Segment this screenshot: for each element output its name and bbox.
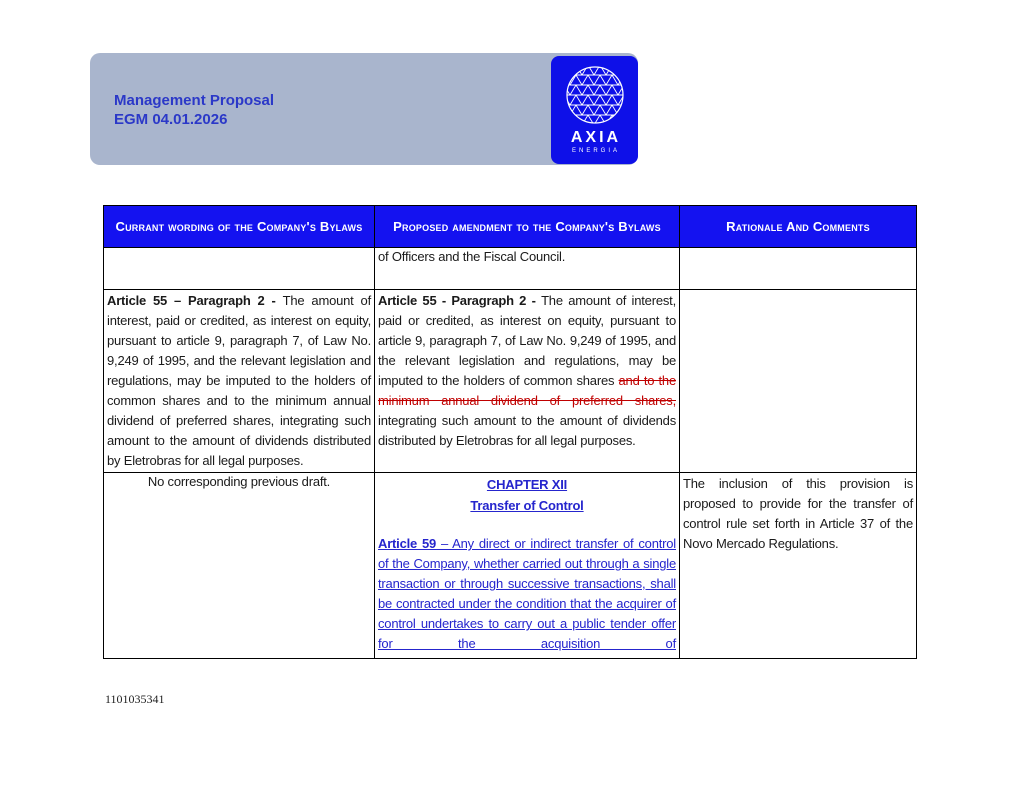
- proposed-article-55-lead: Article 55 - Paragraph 2 -: [378, 293, 542, 308]
- article-59-body: – Any direct or indirect transfer of control of the Company, whether carried out through a single transaction or through successive transactions, shall be contracted under the condition that the acquirer of control undertakes to carry out a public tender offer for the acquisition of: [378, 536, 676, 651]
- table-row-officers-fiscal-council: [104, 248, 917, 290]
- chapter-subheading: [378, 495, 676, 516]
- article-59-paragraph: [378, 534, 676, 654]
- banner-title: Management Proposal: [114, 92, 275, 109]
- current-article-55-lead: Article 55 – Paragraph 2 -: [107, 293, 283, 308]
- table-header-row: [104, 206, 917, 248]
- chapter-subheading-text: Transfer of Control: [470, 498, 584, 513]
- blank-line-spacer: [378, 516, 676, 534]
- cell-proposed-article-55: [375, 290, 680, 473]
- cell-proposed-row1: of Officers and the Fiscal Council.: [375, 248, 680, 290]
- cell-current-row1-empty: [104, 248, 375, 290]
- cell-rationale-transfer-of-control: The inclusion of this provision is proposed to provide for the transfer of control rule set forth in Article 37 of the Novo Mercado Regulations.: [680, 473, 917, 659]
- chapter-heading-text: CHAPTER XII: [486, 477, 568, 492]
- logo-sub-text: ENERGIA: [571, 148, 620, 154]
- col-header-current-wording: Currant wording of the Company's Bylaws: [104, 206, 375, 248]
- logo-brand-text: AXIA: [570, 129, 622, 146]
- axia-logo: [551, 56, 638, 164]
- geodesic-sphere-icon: [564, 65, 626, 127]
- proposed-article-55-body2: integrating such amount to the amount of dividends distributed by Eletrobras for all legal purposes.: [378, 413, 676, 448]
- proposed-article-55-body1: The amount of interest, paid or credited, as interest on equity, pursuant to article 9, paragraph 7, of Law No. 9,249 of 1995, and the relevant legislation and regulations, may be imputed to the holders of common shares: [378, 293, 676, 388]
- current-article-55-body: The amount of interest, paid or credited, as interest on equity, pursuant to article 9, paragraph 7, of Law No. 9,249 of 1995, and the relevant legislation and regulations, may be imputed to the holders of common shares and to the minimum annual dividend of preferred shares, integrating such amount to the amount of dividends distributed by Eletrobras for all legal purposes.: [107, 293, 371, 468]
- proposed-article-55-strikethrough: and to the minimum annual dividend of preferred shares,: [378, 373, 676, 408]
- col-header-proposed-amendment: Proposed amendment to the Company's Bylaws: [375, 206, 680, 248]
- article-59-lead: Article 59: [378, 536, 437, 551]
- banner-egm-date: EGM 04.01.2026: [114, 111, 228, 128]
- table-row-article-55: [104, 290, 917, 473]
- banner-title-block: [114, 91, 274, 129]
- cell-current-no-previous-draft: No corresponding previous draft.: [104, 473, 375, 659]
- cell-proposed-chapter-xii: [375, 473, 680, 659]
- cell-rationale-row1-empty: [680, 248, 917, 290]
- document-number: 1101035341: [105, 692, 165, 706]
- bylaws-comparison-table: [103, 205, 917, 659]
- chapter-heading: [378, 474, 676, 495]
- cell-current-article-55: [104, 290, 375, 473]
- col-header-rationale: Rationale And Comments: [680, 206, 917, 248]
- cell-rationale-row2-empty: [680, 290, 917, 473]
- table-row-chapter-xii: [104, 473, 917, 659]
